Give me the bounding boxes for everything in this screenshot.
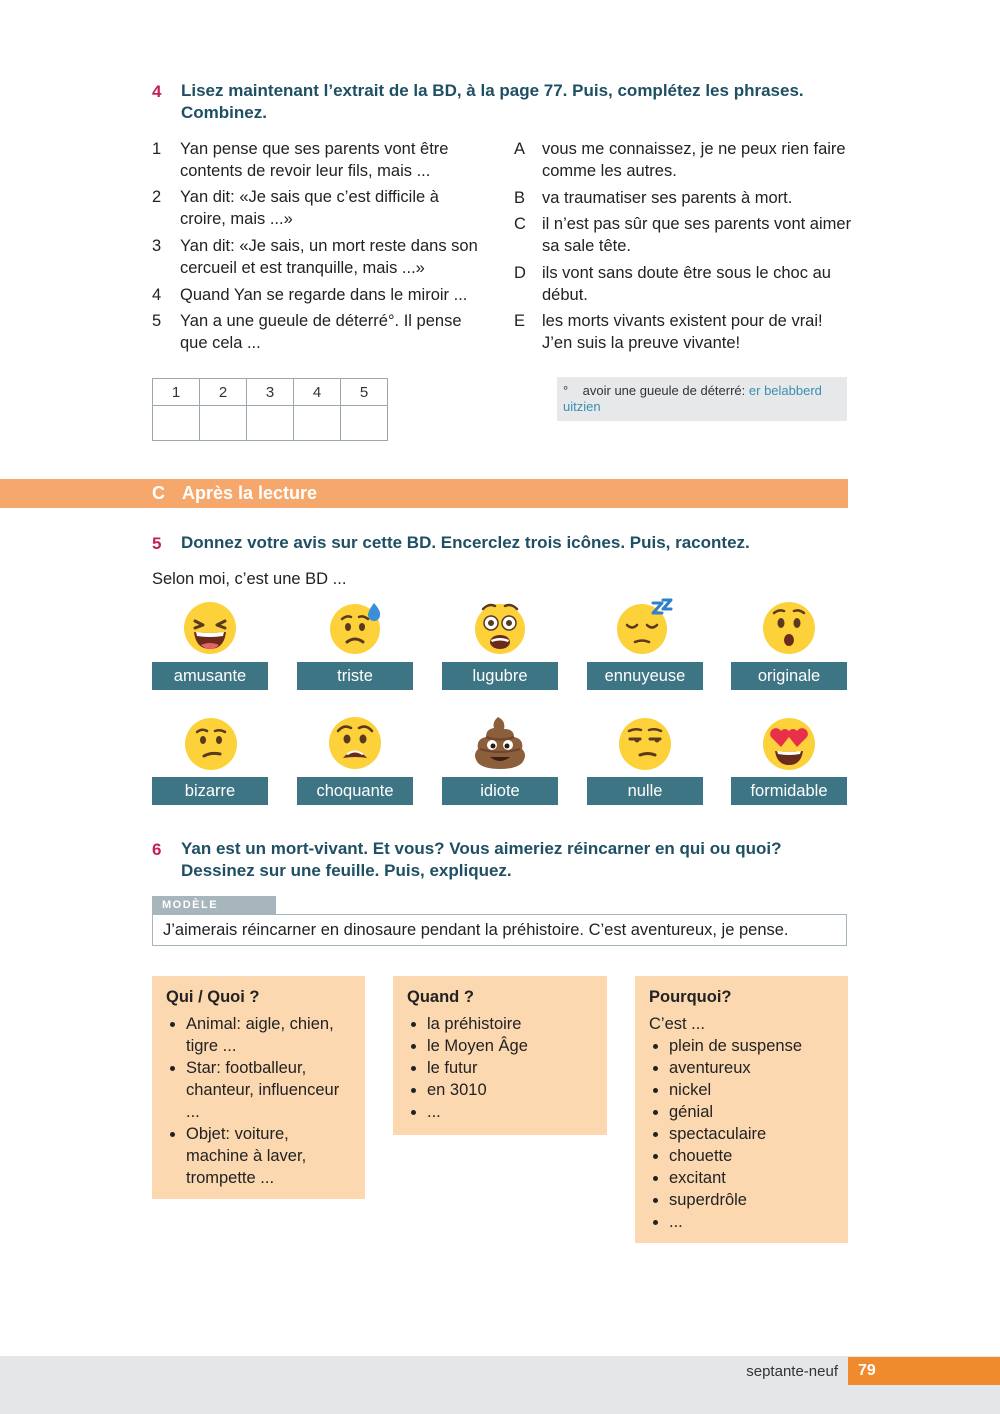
emoji-label-amusante[interactable]: amusante <box>152 662 268 690</box>
modele-example: J’aimerais réincarner en dinosaure pendant la préhistoire. C’est aventureux, je pense. <box>152 914 847 946</box>
box-qui-quoi-title: Qui / Quoi ? <box>166 988 260 1006</box>
question-4-instruction: Lisez maintenant l’extrait de la BD, à la page 77. Puis, complétez les phrases. Combinez. <box>181 81 804 122</box>
box-pourquoi-title: Pourquoi? <box>649 988 732 1006</box>
page-word: septante-neuf <box>746 1363 838 1380</box>
emoji-label-formidable[interactable]: formidable <box>731 777 847 805</box>
sleeping-face-icon[interactable] <box>615 598 675 656</box>
confused-face-icon[interactable] <box>184 717 238 771</box>
answer-cell-1[interactable] <box>153 406 200 441</box>
emoji-label-choquante[interactable]: choquante <box>297 777 413 805</box>
left-item-4: 4 Quand Yan se regarde dans le miroir ... <box>152 286 468 304</box>
emoji-label-triste[interactable]: triste <box>297 662 413 690</box>
list-item: • aventureux <box>669 1057 834 1079</box>
list-item: • excitant <box>669 1167 834 1189</box>
list-item: • génial <box>669 1101 834 1123</box>
answer-header-3: 3 <box>247 379 294 406</box>
box-quand <box>393 976 607 1135</box>
surprised-face-icon[interactable] <box>762 601 816 655</box>
anguished-face-icon[interactable] <box>328 716 382 770</box>
list-item: • spectaculaire <box>669 1123 834 1145</box>
list-item: • le Moyen Âge <box>427 1035 593 1057</box>
list-item: • la préhistoire <box>427 1013 593 1035</box>
right-item-c: C il n’est pas sûr que ses parents vont aimer sa sale tête. <box>514 215 852 255</box>
page-number: 79 <box>848 1357 1000 1385</box>
right-item-b: B va traumatiser ses parents à mort. <box>514 189 793 207</box>
poop-icon[interactable] <box>472 715 528 771</box>
list-item: • Animal: aigle, chien, tigre ... <box>186 1013 351 1057</box>
list-item: • chouette <box>669 1145 834 1167</box>
heart-eyes-face-icon[interactable] <box>762 717 816 771</box>
question-5-number: 5 <box>152 534 162 553</box>
modele-tag: MODÈLE <box>152 896 276 914</box>
list-item: • nickel <box>669 1079 834 1101</box>
answer-header-2: 2 <box>200 379 247 406</box>
right-item-e: E les morts vivants existent pour de vrai! J’en suis la preuve vivante! <box>514 312 823 352</box>
question-6-number: 6 <box>152 840 162 859</box>
question-6-instruction: Yan est un mort-vivant. Et vous? Vous aimeriez réincarner en qui ou quoi? Dessinez sur une feuille. Puis, expliquez. <box>181 839 782 880</box>
answer-header-5: 5 <box>341 379 388 406</box>
emoji-label-nulle[interactable]: nulle <box>587 777 703 805</box>
answer-header-1: 1 <box>153 379 200 406</box>
unamused-face-icon[interactable] <box>618 717 672 771</box>
right-item-a: A vous me connaissez, je ne peux rien faire comme les autres. <box>514 140 846 180</box>
list-item: • le futur <box>427 1057 593 1079</box>
answer-cell-4[interactable] <box>294 406 341 441</box>
box-pourquoi <box>635 976 848 1243</box>
list-item: • en 3010 <box>427 1079 593 1101</box>
right-item-d: D ils vont sans doute être sous le choc au début. <box>514 264 831 304</box>
box-quand-title: Quand ? <box>407 988 474 1006</box>
left-item-3: 3 Yan dit: «Je sais, un mort reste dans son cercueil et est tranquille, mais ...» <box>152 237 478 277</box>
answer-cell-3[interactable] <box>247 406 294 441</box>
list-item: • Objet: voiture, machine à laver, trompette ... <box>186 1123 351 1189</box>
emoji-label-lugubre[interactable]: lugubre <box>442 662 558 690</box>
question-4-number: 4 <box>152 82 162 101</box>
sad-sweat-face-icon[interactable] <box>328 601 384 655</box>
answer-cell-2[interactable] <box>200 406 247 441</box>
emoji-label-originale[interactable]: originale <box>731 662 847 690</box>
section-c-title: Après la lecture <box>182 483 318 503</box>
answer-header-4: 4 <box>294 379 341 406</box>
emoji-label-bizarre[interactable]: bizarre <box>152 777 268 805</box>
footnote-translation: er belabberd uitzien <box>563 383 822 414</box>
question-5-instruction: Donnez votre avis sur cette BD. Encerclez trois icônes. Puis, racontez. <box>181 533 750 552</box>
answer-grid <box>152 378 388 441</box>
section-c-header <box>0 479 848 508</box>
footnote: ° avoir une gueule de déterré: er belabberd uitzien <box>557 377 847 421</box>
list-item: • Star: footballeur, chanteur, influenceur ... <box>186 1057 351 1123</box>
left-item-5: 5 Yan a une gueule de déterré°. Il pense que cela ... <box>152 312 462 352</box>
emoji-label-ennuyeuse[interactable]: ennuyeuse <box>587 662 703 690</box>
emoji-label-idiote[interactable]: idiote <box>442 777 558 805</box>
list-item: • plein de suspense <box>669 1035 834 1057</box>
list-item: • superdrôle <box>669 1189 834 1211</box>
list-item: • ... <box>427 1101 593 1123</box>
answer-cell-5[interactable] <box>341 406 388 441</box>
question-5-lead: Selon moi, c’est une BD ... <box>152 570 347 588</box>
section-c-letter: C <box>152 483 165 503</box>
box-qui-quoi <box>152 976 365 1199</box>
list-item: • ... <box>669 1211 834 1233</box>
fearful-face-icon[interactable] <box>473 600 527 656</box>
box-pourquoi-lead: C’est ... <box>649 1015 705 1033</box>
left-item-2: 2 Yan dit: «Je sais que c’est difficile à croire, mais ...» <box>152 188 439 228</box>
laughing-face-icon[interactable] <box>183 601 237 655</box>
left-item-1: 1 Yan pense que ses parents vont être contents de revoir leur fils, mais ... <box>152 140 449 180</box>
